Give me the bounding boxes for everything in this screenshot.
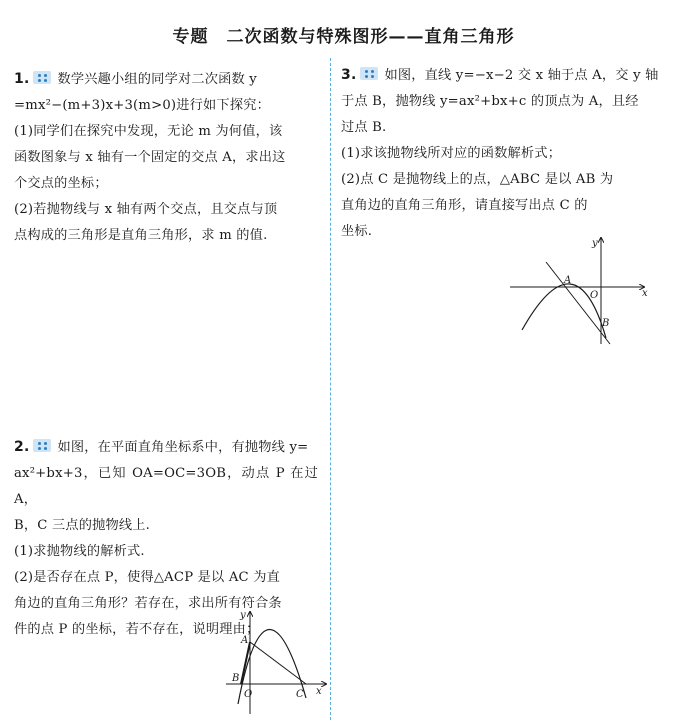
problem-3-number: 3. (341, 67, 357, 83)
segment-ac (250, 642, 306, 684)
problem-3-line-6: 直角边的直角三角形，请直接写出点 C 的 (341, 198, 588, 213)
problem-2-number: 2. (14, 439, 30, 455)
problem-2-line-5: (2)是否存在点 P，使得△ACP 是以 AC 为直 (14, 570, 281, 585)
point-label-a: A (241, 635, 249, 646)
axis-label-y: y (592, 238, 598, 249)
problem-3-line-7: 坐标. (341, 224, 373, 239)
problem-1-line-5: 个交点的坐标； (14, 176, 108, 191)
problem-2-line-2: ax²+bx+3，已知 OA=OC=3OB，动点 P 在过 A， (14, 466, 318, 507)
problem-3-line-3: 过点 B. (341, 120, 387, 135)
segment-ba (241, 642, 250, 684)
problem-1-line-4: 函数图象与 x 轴有一个固定的交点 A，求出这 (14, 150, 286, 165)
problem-3-line-4: (1)求该抛物线所对应的函数解析式； (341, 146, 562, 161)
problem-badge-icon (360, 67, 378, 80)
problem-3 (341, 62, 673, 245)
point-label-o: O (590, 290, 599, 301)
point-label-a: A (564, 275, 572, 286)
problem-3-line-5: (2)点 C 是抛物线上的点，△ABC 是以 AB 为 (341, 172, 614, 187)
line-ab (546, 262, 610, 344)
problem-1-line-6: (2)若抛物线与 x 轴有两个交点，且交点与顶 (14, 202, 278, 217)
problem-2-figure (222, 608, 332, 716)
problem-1-line-7: 点构成的三角形是直角三角形，求 m 的值. (14, 228, 268, 243)
problem-badge-icon (33, 439, 51, 452)
problem-2-line-3: B，C 三点的抛物线上. (14, 518, 151, 533)
axis-label-x: x (316, 686, 322, 697)
point-label-b: B (602, 318, 610, 329)
problem-2-line-1: 2. 如图，在平面直角坐标系中，有抛物线 y= (14, 439, 309, 455)
problem-badge-icon (33, 71, 51, 84)
problem-2-line-6: 角边的直角三角形？若存在，求出所有符合条 (14, 596, 282, 611)
axis-label-x: x (642, 288, 648, 299)
page-title: 专题 二次函数与特殊图形——直角三角形 (172, 27, 515, 47)
point-label-o: O (244, 689, 253, 700)
problem-2-line-7: 件的点 P 的坐标，若不存在，说明理由； (14, 622, 260, 637)
problem-1 (14, 66, 318, 249)
axis-label-y: y (240, 610, 246, 621)
problem-3-line-2: 于点 B，抛物线 y=ax²+bx+c 的顶点为 A，且经 (341, 94, 639, 109)
problem-2-line-4: (1)求抛物线的解析式. (14, 544, 145, 559)
point-label-b: B (232, 673, 240, 684)
problem-1-line-2: =mx²−(m+3)x+3(m>0)进行如下探究： (14, 98, 270, 113)
problem-1-line-3: (1)同学们在探究中发现，无论 m 为何值，该 (14, 124, 283, 139)
problem-1-line-1: 1. 数学兴趣小组的同学对二次函数 y (14, 71, 257, 87)
point-label-c: C (296, 689, 304, 700)
problem-3-figure (508, 234, 654, 350)
problem-3-line-1: 3. 如图，直线 y=−x−2 交 x 轴于点 A，交 y 轴 (341, 67, 659, 83)
problem-1-number: 1. (14, 71, 30, 87)
